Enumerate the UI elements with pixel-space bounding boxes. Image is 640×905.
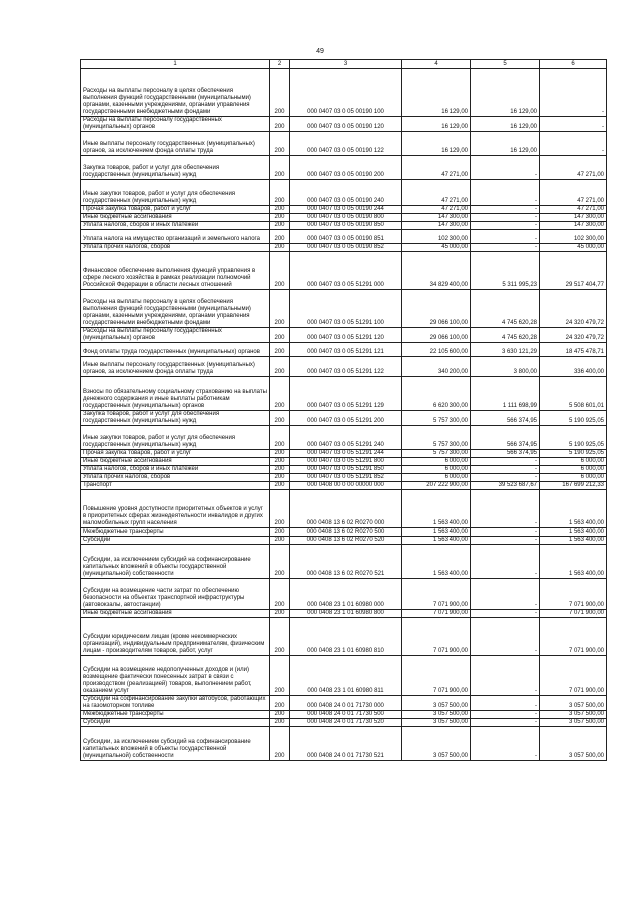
cell-name: Иные закупки товаров, работ и услуг для обеспечения государственных (муниципальных) нужд <box>81 180 270 206</box>
cell-class: 000 0408 00 0 00 00000 000 <box>290 482 402 490</box>
cell-code: 200 <box>270 290 290 328</box>
cell-executed: - <box>471 528 540 537</box>
table-row <box>81 206 607 214</box>
cell-approved: 3 057 500,00 <box>402 727 471 761</box>
cell-name: Повышение уровня доступности приоритетных объектов и услуг в приоритетных сферах жизнедеятельности инвалидов и других маломобильных групп населения <box>81 490 270 528</box>
table-row <box>81 252 607 290</box>
cell-name: Расходы на выплаты персоналу государственных (муниципальных) органов <box>81 328 270 343</box>
cell-unexecuted: 3 057 500,00 <box>540 719 607 727</box>
cell-code: 200 <box>270 214 290 222</box>
cell-unexecuted: 3 057 500,00 <box>540 727 607 761</box>
table-row <box>81 290 607 328</box>
cell-unexecuted: 24 320 479,72 <box>540 328 607 343</box>
cell-approved: 207 222 900,00 <box>402 482 471 490</box>
cell-unexecuted: 102 300,00 <box>540 230 607 244</box>
cell-unexecuted: 7 071 900,00 <box>540 656 607 696</box>
table-row <box>81 545 607 579</box>
table-row <box>81 411 607 426</box>
cell-unexecuted: 6 000,00 <box>540 474 607 482</box>
cell-name: Межбюджетные трансферты <box>81 711 270 719</box>
cell-approved: 6 000,00 <box>402 458 471 466</box>
cell-unexecuted: 167 699 212,33 <box>540 482 607 490</box>
cell-class: 000 0408 24 0 01 71730 500 <box>290 711 402 719</box>
cell-name: Уплата прочих налогов, сборов <box>81 474 270 482</box>
cell-class: 000 0407 03 0 05 51291 240 <box>290 426 402 450</box>
cell-code: 200 <box>270 156 290 180</box>
cell-approved: 16 129,00 <box>402 132 471 156</box>
cell-unexecuted: 147 300,00 <box>540 222 607 230</box>
table-row <box>81 222 607 230</box>
cell-unexecuted: 47 271,00 <box>540 206 607 214</box>
cell-name: Уплата налогов, сборов и иных платежей <box>81 466 270 474</box>
cell-class: 000 0408 23 1 01 60980 810 <box>290 618 402 656</box>
header-col-4: 4 <box>402 60 471 69</box>
cell-executed: 5 311 995,23 <box>471 252 540 290</box>
cell-class: 000 0407 03 0 05 51291 850 <box>290 466 402 474</box>
cell-approved: 22 105 600,00 <box>402 343 471 357</box>
cell-class: 000 0408 24 0 01 71730 000 <box>290 696 402 711</box>
cell-code: 200 <box>270 474 290 482</box>
cell-code: 200 <box>270 343 290 357</box>
cell-unexecuted: 24 320 479,72 <box>540 290 607 328</box>
cell-name: Финансовое обеспечение выполнения функций управления в сфере лесного хозяйства в рамках реализации полномочий Российской Федерации в области лесных отношений <box>81 252 270 290</box>
cell-name: Субсидии, за исключением субсидий на софинансирование капитальных вложений в объекты государственной (муниципальной) собственности <box>81 727 270 761</box>
table-row <box>81 696 607 711</box>
cell-approved: 7 071 900,00 <box>402 610 471 618</box>
cell-executed: - <box>471 545 540 579</box>
cell-approved: 3 057 500,00 <box>402 711 471 719</box>
cell-code: 200 <box>270 252 290 290</box>
cell-executed: 566 374,95 <box>471 411 540 426</box>
cell-code: 200 <box>270 466 290 474</box>
table-row <box>81 117 607 132</box>
cell-class: 000 0407 03 0 05 00190 851 <box>290 230 402 244</box>
cell-approved: 29 066 100,00 <box>402 290 471 328</box>
table-row <box>81 466 607 474</box>
cell-class: 000 0407 03 0 05 51291 200 <box>290 411 402 426</box>
cell-name: Расходы на выплаты персоналу в целях обеспечения выполнения функций государственными (муниципальными) органами, казенными учреждениями, органами управления государственными внебюджетными фондами <box>81 69 270 117</box>
cell-class: 000 0407 03 0 05 51291 852 <box>290 474 402 482</box>
cell-approved: 29 066 100,00 <box>402 328 471 343</box>
cell-approved: 6 000,00 <box>402 466 471 474</box>
cell-unexecuted: 3 057 500,00 <box>540 711 607 719</box>
cell-name: Уплата прочих налогов, сборов <box>81 244 270 252</box>
cell-code: 200 <box>270 537 290 545</box>
cell-approved: 147 300,00 <box>402 222 471 230</box>
cell-class: 000 0407 03 0 05 51291 121 <box>290 343 402 357</box>
cell-class: 000 0407 03 0 05 00190 852 <box>290 244 402 252</box>
cell-executed: - <box>471 180 540 206</box>
cell-unexecuted: 47 271,00 <box>540 180 607 206</box>
cell-approved: 3 057 500,00 <box>402 696 471 711</box>
table-row <box>81 214 607 222</box>
cell-code: 200 <box>270 528 290 537</box>
cell-code: 200 <box>270 458 290 466</box>
header-col-5: 5 <box>471 60 540 69</box>
cell-approved: 6 620 300,00 <box>402 377 471 411</box>
cell-class: 000 0408 23 1 01 60980 800 <box>290 610 402 618</box>
cell-code: 200 <box>270 411 290 426</box>
cell-name: Субсидии <box>81 537 270 545</box>
cell-class: 000 0407 03 0 05 00190 100 <box>290 69 402 117</box>
cell-class: 000 0408 23 1 01 60980 811 <box>290 656 402 696</box>
header-col-2: 2 <box>270 60 290 69</box>
cell-approved: 147 300,00 <box>402 214 471 222</box>
table-row <box>81 610 607 618</box>
cell-class: 000 0408 13 6 02 R0270 521 <box>290 545 402 579</box>
cell-approved: 16 129,00 <box>402 117 471 132</box>
cell-code: 200 <box>270 490 290 528</box>
cell-executed: - <box>471 490 540 528</box>
cell-class: 000 0407 03 0 05 00190 240 <box>290 180 402 206</box>
cell-approved: 16 129,00 <box>402 69 471 117</box>
budget-table <box>80 59 607 761</box>
cell-code: 200 <box>270 618 290 656</box>
cell-code: 200 <box>270 656 290 696</box>
cell-executed: 1 111 698,99 <box>471 377 540 411</box>
header-col-1: 1 <box>81 60 270 69</box>
cell-code: 200 <box>270 222 290 230</box>
cell-class: 000 0407 03 0 05 00190 850 <box>290 222 402 230</box>
cell-approved: 34 829 400,00 <box>402 252 471 290</box>
cell-approved: 102 300,00 <box>402 230 471 244</box>
table-row <box>81 180 607 206</box>
table-row <box>81 230 607 244</box>
table-row <box>81 656 607 696</box>
cell-unexecuted: 6 000,00 <box>540 466 607 474</box>
cell-class: 000 0407 03 0 05 00190 120 <box>290 117 402 132</box>
cell-unexecuted: 1 563 400,00 <box>540 528 607 537</box>
cell-class: 000 0407 03 0 05 00190 800 <box>290 214 402 222</box>
cell-unexecuted: 45 000,00 <box>540 244 607 252</box>
cell-code: 200 <box>270 482 290 490</box>
cell-name: Закупка товаров, работ и услуг для обеспечения государственных (муниципальных) нужд <box>81 411 270 426</box>
cell-name: Иные бюджетные ассигнования <box>81 214 270 222</box>
cell-name: Закупка товаров, работ и услуг для обеспечения государственных (муниципальных) нужд <box>81 156 270 180</box>
cell-executed: 3 800,00 <box>471 357 540 377</box>
table-row <box>81 244 607 252</box>
cell-class: 000 0407 03 0 05 51291 000 <box>290 252 402 290</box>
cell-executed: 16 129,00 <box>471 132 540 156</box>
cell-code: 200 <box>270 206 290 214</box>
cell-class: 000 0407 03 0 05 51291 122 <box>290 357 402 377</box>
cell-name: Межбюджетные трансферты <box>81 528 270 537</box>
cell-code: 200 <box>270 244 290 252</box>
cell-executed: 4 745 620,28 <box>471 328 540 343</box>
cell-executed: 566 374,95 <box>471 426 540 450</box>
cell-class: 000 0407 03 0 05 51291 120 <box>290 328 402 343</box>
cell-class: 000 0408 13 6 02 R0270 000 <box>290 490 402 528</box>
cell-name: Уплата налога на имущество организаций и земельного налога <box>81 230 270 244</box>
table-row <box>81 474 607 482</box>
cell-executed: 39 523 687,67 <box>471 482 540 490</box>
table-row <box>81 719 607 727</box>
cell-approved: 3 057 500,00 <box>402 719 471 727</box>
cell-code: 200 <box>270 180 290 206</box>
cell-code: 200 <box>270 132 290 156</box>
cell-name: Фонд оплаты труда государственных (муниципальных) органов <box>81 343 270 357</box>
cell-approved: 1 563 400,00 <box>402 490 471 528</box>
cell-name: Иные выплаты персоналу государственных (муниципальных) органов, за исключением фонда оплаты труда <box>81 357 270 377</box>
cell-class: 000 0408 24 0 01 71730 520 <box>290 719 402 727</box>
cell-name: Субсидии <box>81 719 270 727</box>
cell-code: 200 <box>270 719 290 727</box>
cell-executed: - <box>471 696 540 711</box>
table-row <box>81 490 607 528</box>
table-row <box>81 711 607 719</box>
cell-unexecuted: 336 400,00 <box>540 357 607 377</box>
cell-name: Субсидии на софинансирование закупки автобусов, работающих на газомоторном топливе <box>81 696 270 711</box>
cell-unexecuted: 7 071 900,00 <box>540 618 607 656</box>
cell-name: Иные закупки товаров, работ и услуг для обеспечения государственных (муниципальных) нужд <box>81 426 270 450</box>
cell-name: Прочая закупка товаров, работ и услуг <box>81 206 270 214</box>
cell-code: 200 <box>270 727 290 761</box>
cell-executed: - <box>471 711 540 719</box>
cell-executed: - <box>471 537 540 545</box>
cell-approved: 45 000,00 <box>402 244 471 252</box>
cell-unexecuted: 5 190 925,05 <box>540 411 607 426</box>
cell-name: Расходы на выплаты персоналу государственных (муниципальных) органов <box>81 117 270 132</box>
cell-unexecuted: 18 475 478,71 <box>540 343 607 357</box>
cell-unexecuted: - <box>540 132 607 156</box>
cell-executed: - <box>471 214 540 222</box>
table-row <box>81 528 607 537</box>
cell-code: 200 <box>270 377 290 411</box>
cell-class: 000 0407 03 0 05 51291 129 <box>290 377 402 411</box>
cell-unexecuted: 7 071 900,00 <box>540 579 607 610</box>
cell-code: 200 <box>270 230 290 244</box>
cell-approved: 47 271,00 <box>402 206 471 214</box>
cell-approved: 47 271,00 <box>402 156 471 180</box>
table-row <box>81 156 607 180</box>
cell-unexecuted: 147 300,00 <box>540 214 607 222</box>
header-col-6: 6 <box>540 60 607 69</box>
cell-name: Иные бюджетные ассигнования <box>81 610 270 618</box>
cell-approved: 47 271,00 <box>402 180 471 206</box>
cell-executed: - <box>471 474 540 482</box>
cell-executed: - <box>471 206 540 214</box>
table-row <box>81 579 607 610</box>
cell-unexecuted: 5 508 601,01 <box>540 377 607 411</box>
table-body <box>81 69 607 761</box>
cell-name: Иные выплаты персоналу государственных (муниципальных) органов, за исключением фонда оплаты труда <box>81 132 270 156</box>
cell-name: Субсидии, за исключением субсидий на софинансирование капитальных вложений в объекты государственной (муниципальной) собственности <box>81 545 270 579</box>
cell-unexecuted: 7 071 900,00 <box>540 610 607 618</box>
cell-approved: 6 000,00 <box>402 474 471 482</box>
table-row <box>81 618 607 656</box>
cell-class: 000 0407 03 0 05 00190 244 <box>290 206 402 214</box>
table-row <box>81 450 607 458</box>
cell-code: 200 <box>270 426 290 450</box>
cell-class: 000 0407 03 0 05 00190 200 <box>290 156 402 180</box>
table-row <box>81 69 607 117</box>
cell-approved: 5 757 300,00 <box>402 411 471 426</box>
cell-unexecuted: 1 563 400,00 <box>540 545 607 579</box>
table-row <box>81 132 607 156</box>
cell-unexecuted: 5 190 925,05 <box>540 426 607 450</box>
cell-class: 000 0407 03 0 05 51291 100 <box>290 290 402 328</box>
cell-executed: 3 630 121,29 <box>471 343 540 357</box>
cell-class: 000 0408 23 1 01 60980 000 <box>290 579 402 610</box>
cell-executed: - <box>471 222 540 230</box>
cell-approved: 1 563 400,00 <box>402 537 471 545</box>
cell-code: 200 <box>270 117 290 132</box>
cell-unexecuted: - <box>540 117 607 132</box>
cell-approved: 340 200,00 <box>402 357 471 377</box>
cell-unexecuted: 47 271,00 <box>540 156 607 180</box>
cell-name: Транспорт <box>81 482 270 490</box>
table-row <box>81 482 607 490</box>
cell-name: Иные бюджетные ассигнования <box>81 458 270 466</box>
cell-code: 200 <box>270 579 290 610</box>
cell-class: 000 0408 13 6 02 R0270 520 <box>290 537 402 545</box>
cell-executed: - <box>471 727 540 761</box>
table-row <box>81 537 607 545</box>
cell-class: 000 0408 24 0 01 71730 521 <box>290 727 402 761</box>
cell-approved: 7 071 900,00 <box>402 618 471 656</box>
header-col-3: 3 <box>290 60 402 69</box>
cell-executed: - <box>471 244 540 252</box>
cell-code: 200 <box>270 545 290 579</box>
cell-unexecuted: 29 517 404,77 <box>540 252 607 290</box>
table-row <box>81 426 607 450</box>
table-row <box>81 357 607 377</box>
cell-unexecuted: 1 563 400,00 <box>540 537 607 545</box>
cell-name: Уплата налогов, сборов и иных платежей <box>81 222 270 230</box>
cell-approved: 7 071 900,00 <box>402 656 471 696</box>
cell-unexecuted: 1 563 400,00 <box>540 490 607 528</box>
cell-unexecuted: - <box>540 69 607 117</box>
page-number: 49 <box>316 48 324 55</box>
cell-executed: - <box>471 618 540 656</box>
cell-name: Субсидии на возмещение недополученных доходов и (или) возмещение фактически понесенных затрат в связи с производством (реализацией) товаров, выполнением работ, оказанием услуг <box>81 656 270 696</box>
cell-executed: 4 745 620,28 <box>471 290 540 328</box>
cell-class: 000 0407 03 0 05 00190 122 <box>290 132 402 156</box>
cell-approved: 1 563 400,00 <box>402 545 471 579</box>
cell-approved: 7 071 900,00 <box>402 579 471 610</box>
cell-name: Прочая закупка товаров, работ и услуг <box>81 450 270 458</box>
table-row <box>81 458 607 466</box>
cell-code: 200 <box>270 357 290 377</box>
cell-executed: - <box>471 230 540 244</box>
cell-unexecuted: 3 057 500,00 <box>540 696 607 711</box>
cell-executed: - <box>471 719 540 727</box>
table-row <box>81 727 607 761</box>
cell-code: 200 <box>270 711 290 719</box>
cell-executed: - <box>471 579 540 610</box>
cell-executed: - <box>471 156 540 180</box>
cell-unexecuted: 6 000,00 <box>540 458 607 466</box>
cell-class: 000 0407 03 0 05 51291 244 <box>290 450 402 458</box>
cell-code: 200 <box>270 450 290 458</box>
cell-class: 000 0408 13 6 02 R0270 500 <box>290 528 402 537</box>
table-row <box>81 328 607 343</box>
cell-approved: 5 757 300,00 <box>402 426 471 450</box>
cell-name: Расходы на выплаты персоналу в целях обеспечения выполнения функций государственными (муниципальными) органами, казенными учреждениями, органами управления государственными внебюджетными фондами <box>81 290 270 328</box>
cell-code: 200 <box>270 696 290 711</box>
cell-approved: 5 757 300,00 <box>402 450 471 458</box>
cell-code: 200 <box>270 610 290 618</box>
table-row <box>81 343 607 357</box>
cell-executed: - <box>471 458 540 466</box>
cell-executed: - <box>471 656 540 696</box>
cell-executed: 16 129,00 <box>471 117 540 132</box>
table-header-row <box>81 60 607 69</box>
cell-unexecuted: 5 190 925,05 <box>540 450 607 458</box>
cell-executed: 16 129,00 <box>471 69 540 117</box>
cell-executed: - <box>471 610 540 618</box>
cell-name: Субсидии на возмещение части затрат по обеспечению безопасности на объектах транспортной инфраструктуры (автовокзалы, автостанции) <box>81 579 270 610</box>
cell-code: 200 <box>270 69 290 117</box>
cell-executed: - <box>471 466 540 474</box>
cell-code: 200 <box>270 328 290 343</box>
cell-approved: 1 563 400,00 <box>402 528 471 537</box>
cell-class: 000 0407 03 0 05 51291 800 <box>290 458 402 466</box>
cell-name: Субсидии юридическим лицам (кроме некоммерческих организаций), индивидуальным предпринимателям, физическим лицам - производителям товаров, работ, услуг <box>81 618 270 656</box>
cell-name: Взносы по обязательному социальному страхованию на выплаты денежного содержания и иные выплаты работникам государственных (муниципальных) органов <box>81 377 270 411</box>
cell-executed: 566 374,95 <box>471 450 540 458</box>
table-row <box>81 377 607 411</box>
